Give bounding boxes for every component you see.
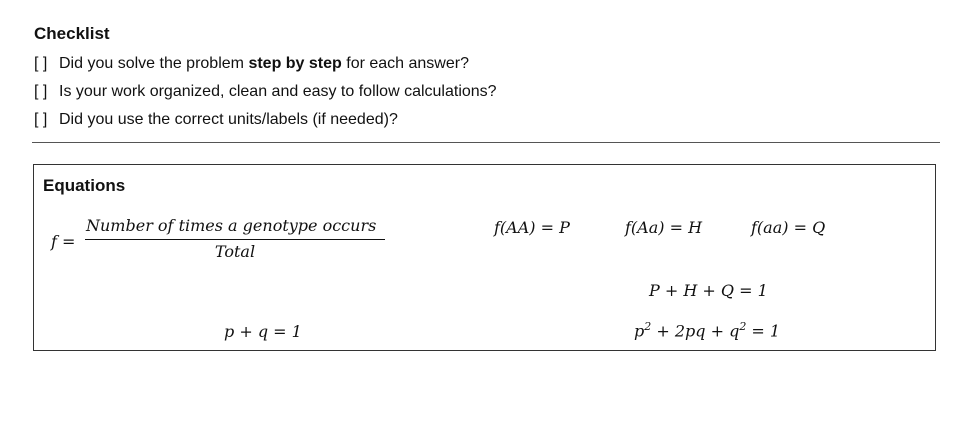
hw-rhs: = 1 <box>746 321 781 341</box>
equation-hardy-weinberg <box>634 320 780 340</box>
checkbox-brackets[interactable]: [ ] <box>34 111 48 128</box>
checkbox-brackets[interactable]: [ ] <box>34 83 48 100</box>
hw-exponent: 2 <box>644 320 652 333</box>
hw-p: p <box>634 321 645 341</box>
hw-middle: + 2pq + q <box>651 321 740 341</box>
checklist-item-emphasis: step by step <box>248 55 342 72</box>
frequency-numerator: Number of times a genotype occurs <box>86 216 377 235</box>
checklist-item-organized <box>34 83 497 101</box>
checklist-item-step-by-step <box>34 55 469 73</box>
equation-f-AA: f(AA) = P <box>494 218 570 237</box>
equations-title: Equations <box>43 176 126 195</box>
checklist-item-units <box>34 111 398 129</box>
checkbox-brackets[interactable]: [ ] <box>34 55 48 72</box>
hw-exponent: 2 <box>739 320 747 333</box>
checklist-item-text: Is your work organized, clean and easy to follow calculations? <box>59 83 497 100</box>
equation-f-Aa: f(Aa) = H <box>625 218 703 237</box>
equation-p-plus-q: p + q = 1 <box>224 322 302 341</box>
fraction-bar <box>85 239 385 240</box>
checklist-item-text: Did you use the correct units/labels (if needed)? <box>59 111 398 128</box>
checklist-item-text: Did you solve the problem <box>59 55 249 72</box>
equation-phq-sum: P + H + Q = 1 <box>649 281 768 300</box>
frequency-denominator: Total <box>214 242 256 261</box>
checklist-title: Checklist <box>34 24 110 43</box>
checklist-item-text: for each answer? <box>341 55 469 72</box>
equation-f-aa: f(aa) = Q <box>751 218 826 237</box>
section-divider <box>32 142 940 143</box>
frequency-lhs: f = <box>51 232 76 251</box>
